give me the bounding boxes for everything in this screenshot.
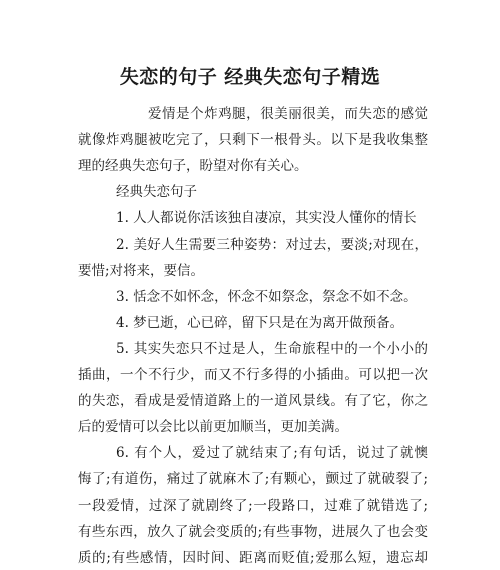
- body-line: 后的爱情可以会比以前更加顺当，更加美满。: [78, 419, 348, 436]
- body-line: 爱情是个炸鸡腿，很美丽很美，而失恋的感觉: [148, 106, 428, 122]
- body-line: 质的;有些感情，因时间、距离而贬值;爱那么短，遗忘却: [78, 549, 428, 566]
- body-line: 4. 梦已逝，心已碎，留下只是在为离开做预备。: [116, 314, 404, 331]
- body-line: 1. 人人都说你活该独自凄凉，其实没人懂你的情长: [116, 210, 417, 227]
- body-line: 5. 其实失恋只不过是人，生命旅程中的一个小小的: [116, 340, 428, 357]
- body-line: 经典失恋句子: [116, 184, 197, 201]
- body-line: 理的经典失恋句子，盼望对你有关心。: [78, 158, 308, 175]
- body-line: 要惜;对将来，要信。: [78, 262, 205, 279]
- document-title: 失恋的句子 经典失恋句子精选: [119, 66, 381, 88]
- body-line: 的失恋，看成是爱情道路上的一道风景线。有了它，你之: [78, 393, 428, 410]
- body-line: 2. 美好人生需要三种姿势：对过去，要淡;对现在，: [116, 236, 428, 253]
- body-line: 插曲，一个不行少，而又不行多得的小插曲。可以把一次: [78, 367, 428, 383]
- body-line: 3. 恬念不如怀念，怀念不如祭念，祭念不如不念。: [116, 288, 417, 305]
- body-line: 就像炸鸡腿被吃完了，只剩下一根骨头。以下是我收集整: [78, 132, 428, 149]
- body-line: 6. 有个人，爱过了就结束了;有句话，说过了就懊: [116, 445, 428, 462]
- body-line: 一段爱情，过深了就剧终了;一段路口，过难了就错选了;: [78, 497, 428, 514]
- body-line: 有些东西，放久了就会变质的;有些事物，进展久了也会变: [78, 523, 428, 540]
- body-line: 悔了;有道伤，痛过了就麻木了;有颗心，颤过了就破裂了;: [78, 471, 428, 488]
